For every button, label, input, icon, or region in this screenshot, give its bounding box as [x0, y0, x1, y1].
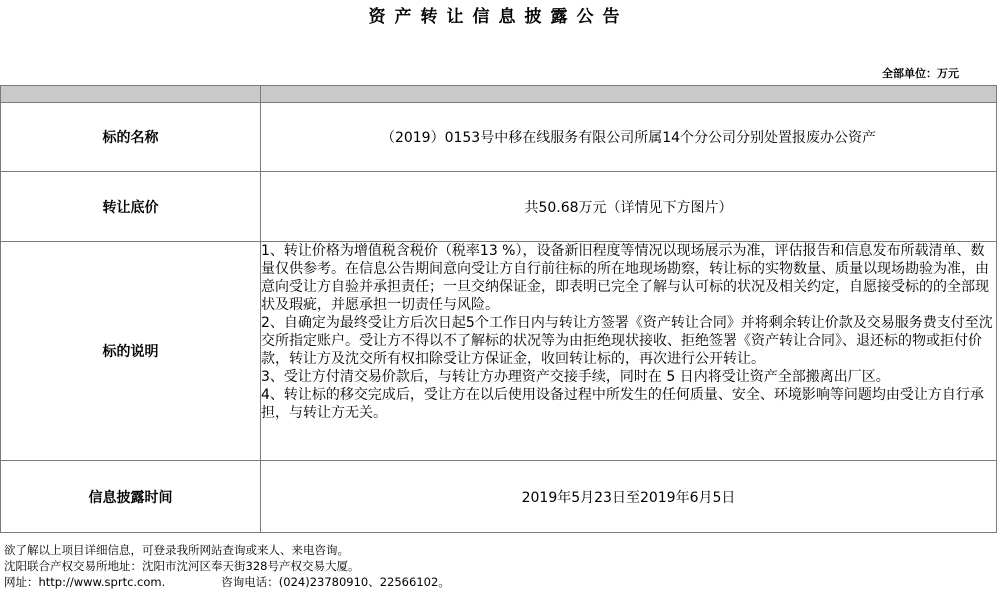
time-value: 2019年5月23日至2019年6月5日 — [261, 461, 997, 533]
description-paragraph-3: 3、受让方付清交易价款后，与转让方办理资产交接手续，同时在 5 日内将受让资产全部搬离出厂区。 — [261, 369, 890, 385]
price-value: 共50.68万元（详情见下方图片） — [261, 172, 997, 242]
description-paragraph-4: 4、转让标的移交完成后，受让方在以后使用设备过程中所发生的任何质量、安全、环境影响等问题均由受让方自行承担，与转让方无关。 — [261, 387, 984, 421]
footer-line-inquiry: 欲了解以上项目详细信息，可登录我所网站查询或来人、来电咨询。 — [4, 543, 349, 557]
table-row-description — [1, 242, 997, 461]
footer-line-contact — [4, 574, 450, 590]
description-paragraph-1: 1、转让价格为增值税含税价（税率13 %），设备新旧程度等情况以现场展示为准，评估报告和信息发布所载清单、数量仅供参考。在信息公告期间意向受让方自行前往标的所在地现场勘察，转让标的实物数量、质量以现场勘验为准，由意向受让方自验并承担责任；一旦交纳保证金，即表明已完全了解与认可标的状况及相关约定，自愿接受标的的全部现状及瑕疵，并愿承担一切责任与风险。 — [261, 243, 989, 313]
price-label: 转让底价 — [1, 172, 261, 242]
unit-label: 全部单位：万元 — [882, 67, 959, 80]
footer-website[interactable]: 网址：http://www.sprtc.com. — [4, 575, 166, 589]
header-cell-left — [1, 86, 261, 103]
header-cell-right — [261, 86, 997, 103]
time-label: 信息披露时间 — [1, 461, 261, 533]
footer-phone: 咨询电话：(024)23780910、22566102。 — [221, 575, 450, 589]
name-label: 标的名称 — [1, 103, 261, 172]
page-title: 资产转让信息披露公告 — [368, 7, 629, 27]
table-row-time — [1, 461, 997, 533]
name-value: （2019）0153号中移在线服务有限公司所属14个分公司分别处置报废办公资产 — [261, 103, 997, 172]
table-header-row — [1, 86, 997, 103]
table-row-price — [1, 172, 997, 242]
footer-info — [4, 542, 450, 590]
description-paragraph-2: 2、自确定为最终受让方后次日起5个工作日内与转让方签署《资产转让合同》并将剩余转让价款及交易服务费支付至沈交所指定账户。受让方不得以不了解标的状况等为由拒绝现状接收、拒绝签署《资产转让合同》、退还标的物或拒付价款，转让方及沈交所有权扣除受让方保证金，收回转让标的，再次进行公开转让。 — [261, 315, 993, 367]
table-row-name — [1, 103, 997, 172]
description-label: 标的说明 — [1, 242, 261, 461]
description-value — [261, 242, 997, 461]
disclosure-table — [0, 85, 997, 533]
footer-line-address: 沈阳联合产权交易所地址：沈阳市沈河区奉天街328号产权交易大厦。 — [4, 559, 360, 573]
